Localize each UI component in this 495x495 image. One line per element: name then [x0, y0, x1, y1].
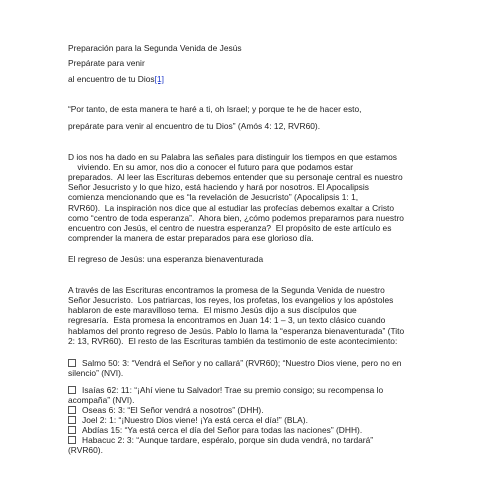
- heading-line-3-text: al encuentro de tu Dios: [68, 74, 155, 84]
- intro-line: D ios nos ha dado en su Palabra las señales para distinguir los tiempos en que estamos: [68, 152, 398, 162]
- heading-line-2: Prepárate para venir: [68, 58, 145, 68]
- intro-line: encuentro con Jesús, el centro de nuestra esperanza? El propósito de este artículo es: [68, 223, 392, 233]
- verse-salmo-cont: silencio” (NVI).: [68, 368, 124, 378]
- checkbox-bullet-icon: [68, 406, 76, 414]
- section-line: hablaron de este maravilloso tema. El mismo Jesús dijo a sus discípulos que: [68, 305, 357, 315]
- footnote-link[interactable]: [1]: [154, 74, 164, 84]
- checkbox-bullet-icon: [68, 386, 76, 394]
- checkbox-bullet-icon: [68, 436, 76, 444]
- verse-isaias-cont: acompaña” (NVI).: [68, 395, 135, 405]
- verse-abdias: Abdías 15: “Ya está cerca el día del Señor para todas las naciones” (DHH).: [68, 425, 362, 435]
- section-line: Señor Jesucristo. Los patriarcas, los reyes, los profetas, los evangelios y los apóstoles: [68, 295, 394, 305]
- heading-line-3: [68, 74, 164, 84]
- verse-oseas: Oseas 6: 3: “El Señor vendrá a nosotros” (DHH).: [68, 405, 264, 415]
- intro-line: comienza mencionando que es “la revelación de Jesucristo” (Apocalipsis 1: 1,: [68, 192, 359, 202]
- checkbox-bullet-icon: [68, 416, 76, 424]
- section-line: 2: 13, RVR60). El resto de las Escrituras también da testimonio de este acontecimiento:: [68, 336, 398, 346]
- verse-salmo: Salmo 50: 3: “Vendrá el Señor y no callará” (RVR60); “Nuestro Dios viene, pero no en: [68, 358, 401, 368]
- quote-line-2: prepárate para venir al encuentro de tu Dios” (Amós 4: 12, RVR60).: [68, 121, 321, 131]
- checkbox-bullet-icon: [68, 426, 76, 434]
- verse-joel: Joel 2: 1: “¡Nuestro Dios viene! ¡Ya está cerca el día!” (BLA).: [68, 415, 308, 425]
- section-line: A través de las Escrituras encontramos la promesa de la Segunda Venida de nuestro: [68, 285, 385, 295]
- intro-line: preparados. Al leer las Escrituras debemos entender que su personaje central es nuestro: [68, 172, 403, 182]
- quote-line-1: “Por tanto, de esta manera te haré a ti, oh Israel; y porque te he de hacer esto,: [68, 104, 362, 114]
- intro-line: RVR60). La inspiración nos dice que al estudiar las profecías debemos exaltar a Cristo: [68, 203, 395, 213]
- intro-line: como “centro de toda esperanza”. Ahora bien, ¿cómo podemos prepararnos para nuestro: [68, 213, 404, 223]
- intro-line: comprender la manera de estar preparados para ese glorioso día.: [68, 233, 314, 243]
- heading-line-1: Preparación para la Segunda Venida de Jesús: [68, 43, 242, 53]
- verse-habacuc-cont: (RVR60).: [68, 445, 103, 455]
- section-line: hablamos del pronto regreso de Jesús. Pablo lo llama la “esperanza bienaventurada” (Tito: [68, 326, 405, 336]
- section-title: El regreso de Jesús: una esperanza bienaventurada: [68, 254, 264, 264]
- verse-isaias: Isaías 62: 11: “¡Ahí viene tu Salvador! Trae su premio consigo; su recompensa lo: [68, 385, 383, 395]
- checkbox-bullet-icon: [68, 359, 76, 367]
- verse-habacuc: Habacuc 2: 3: “Aunque tardare, espéralo, porque sin duda vendrá, no tardará”: [68, 435, 373, 445]
- intro-line: viviendo. En su amor, nos dio a conocer el futuro para que podamos estar: [68, 162, 354, 172]
- intro-line: Señor Jesucristo y lo que hizo, está haciendo y hará por nosotros. El Apocalipsis: [68, 182, 369, 192]
- section-line: regresaría. Esta promesa la encontramos en Juan 14: 1 – 3, un texto clásico cuando: [68, 315, 386, 325]
